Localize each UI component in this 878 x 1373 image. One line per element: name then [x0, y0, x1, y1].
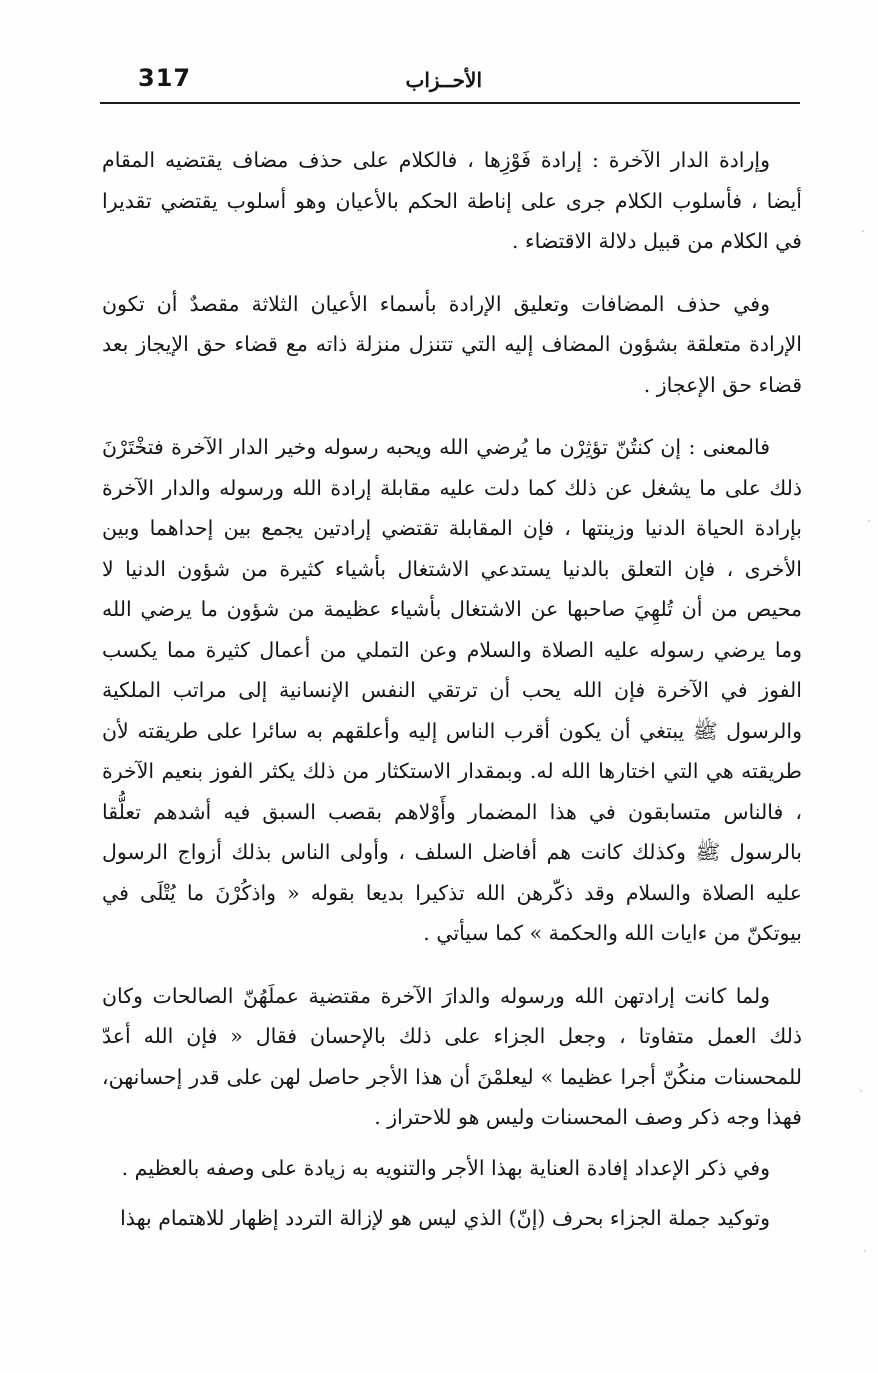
paragraph-1: وإرادة الدار الآخرة : إرادة فَوْزِها ، فالكلام على حذف مضاف يقتضيه المقام أيضا ، فأسلوب الكلام جرى على إناطة الحكم بالأعيان وهو أسلوب يقتضي تقديرا في الكلام من قبيل دلالة الاقتضاء .	[102, 148, 802, 253]
paragraph-6: وتوكيد جملة الجزاء بحرف (إنّ) الذي ليس هو لإزالة التردد إظهار للاهتمام بهذا	[120, 1206, 770, 1230]
running-title: الأحــزاب	[405, 68, 482, 92]
header-rule	[100, 102, 800, 104]
page-number: 317	[138, 64, 192, 92]
body-text	[102, 140, 802, 1239]
paper-speck	[860, 1090, 862, 1092]
page-header	[100, 58, 800, 106]
paragraph-2: وفي حذف المضافات وتعليق الإرادة بأسماء الأعيان الثلاثة مقصدٌ أن تكون الإرادة متعلقة بشؤون المضاف إليه التي تتنزل منزلة ذاته مع قضاء حق الإيجاز بعد قضاء حق الإعجاز .	[102, 291, 802, 397]
paragraph-4: ولما كانت إرادتهن الله ورسوله والدارَ الآخرة مقتضية عملَهُنّ الصالحات وكان ذلك العمل متفاوتا ، وجعل الجزاء على ذلك بالإحسان فقال « فإن الله أعدّ للمحسنات منكُنّ أجرا عظيما » ليعلمْنَ أن هذا الأجر حاصل لهن على قدر إحسانهن، فهذا وجه ذكر وصف المحسنات وليس هو للاحتراز .	[102, 983, 802, 1129]
paper-speck	[864, 1250, 866, 1252]
paper-speck	[868, 520, 870, 522]
paper-speck	[862, 230, 864, 232]
paragraph-5: وفي ذكر الإعداد إفادة العناية بهذا الأجر والتنويه به زيادة على وصفه بالعظيم .	[121, 1155, 770, 1180]
paragraph-3: فالمعنى : إن كنتُنّ تؤثِرْن ما يُرضي الله ويحبه رسوله وخير الدار الآخرة فتخْتَرْنَ ذلك على ما يشغل عن ذلك كما دلت عليه مقابلة إرادة الله ورسوله والدار الآخرة بإرادة الحياة الدنيا وزينتها ، فإن المقابلة تقتضي إرادتين يجمع بين إحداهما وبين الأخرى ، فإن التعلق بالدنيا يستدعي الاشتغال بأشياء كثيرة من شؤون الدنيا لا محيص من أن تُلهِيَ صاحبها عن الاشتغال بأشياء عظيمة من شؤون ما يرضي الله وما يرضي رسوله عليه الصلاة والسلام وعن التملي من أعمال كثيرة مما يكسب الفوز في الآخرة فإن الله يحب أن ترتقي النفس الإنسانية إلى مراتب الملكية والرسول ﷺ يبتغي أن يكون أقرب الناس إليه وأعلقهم به سائرا على طريقته لأن طريقته هي التي اختارها الله له. وبمقدار الاستكثار من ذلك يكثر الفوز بنعيم الآخرة ، فالناس متسابقون في هذا المضمار وأَوْلاهم بقصب السبق فيه أشدهم تعلُّقا بالرسول ﷺ وكذلك كانت هم أفاضل السلف ، وأولى الناس بذلك أزواج الرسول عليه الصلاة والسلام وقد ذكّرهن الله تذكيرا بديعا بقوله « واذكُرْنَ ما يُتْلَى في بيوتكنّ من ءايات الله والحكمة » كما سيأتي .	[102, 435, 802, 945]
